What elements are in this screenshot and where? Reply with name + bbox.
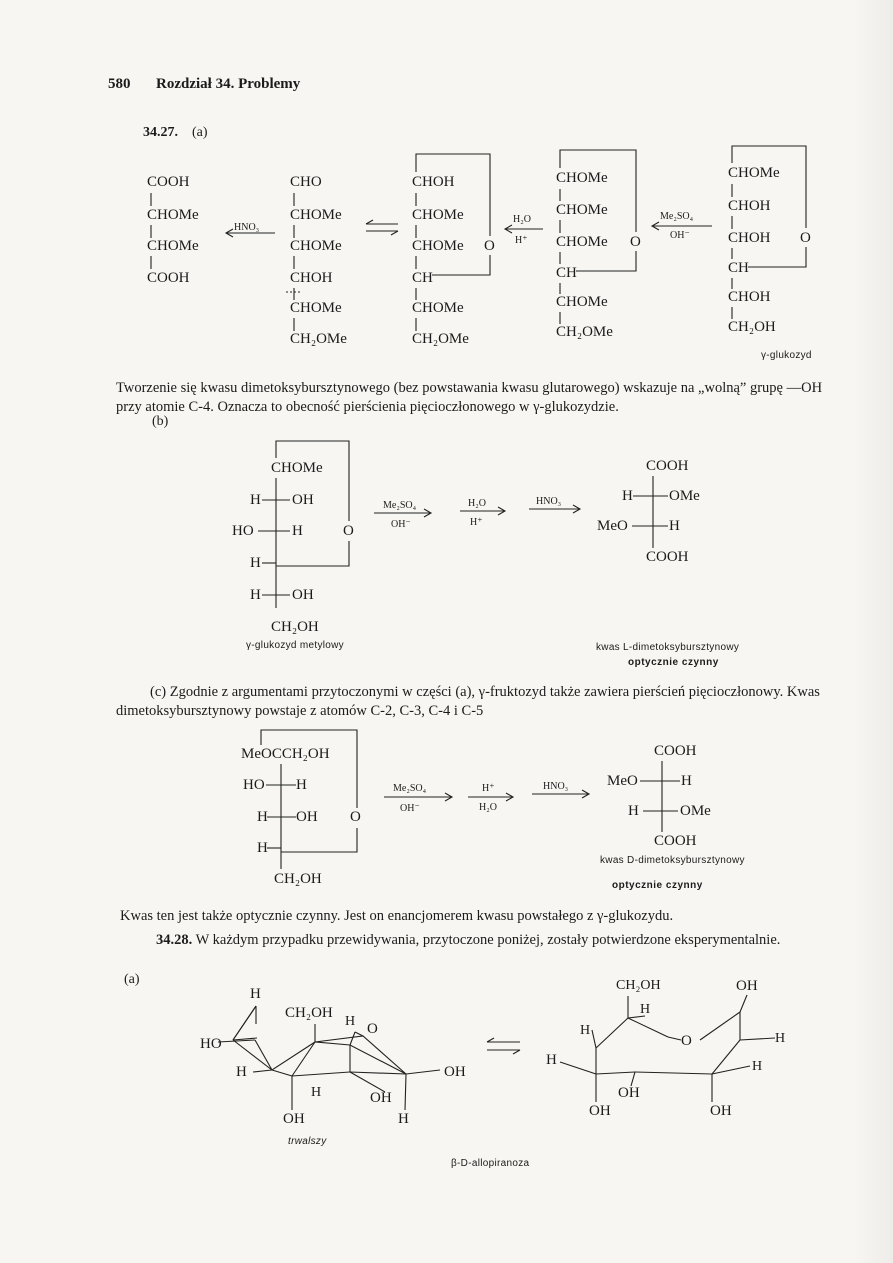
chapter-title: Rozdział 34. Problemy [156, 76, 301, 92]
atom-label: CHOH [728, 289, 771, 305]
reagent-hplus: H⁺ [470, 517, 483, 528]
atom-label: CH [412, 270, 433, 286]
ring-oxygen: O [630, 234, 641, 250]
part-a-label-28: (a) [124, 972, 140, 987]
atom-label: MeO [607, 773, 638, 789]
page-number: 580 [108, 76, 131, 92]
atom-label: CHOH [412, 174, 455, 190]
reagent-ohminus: OH⁻ [391, 519, 411, 530]
problem-27-label: 34.27. [143, 125, 178, 140]
atom-label: CH₂OH [271, 619, 319, 635]
atom-label: OH [710, 1103, 732, 1119]
atom-label: OH [283, 1111, 305, 1127]
atom-label: H [580, 1023, 591, 1038]
atom-label: COOH [654, 833, 697, 849]
atom-label: CHO [290, 174, 322, 190]
atom-label: OH [589, 1103, 611, 1119]
reagent-h2o: H₂O [468, 498, 486, 509]
reagent-ohminus: OH⁻ [400, 803, 420, 814]
atom-label: OH [296, 809, 318, 825]
atom-label: CHOMe [556, 170, 608, 186]
atom-label: CH₂OH [728, 319, 776, 335]
atom-label: H [546, 1052, 557, 1068]
atom-label: CHOMe [412, 207, 464, 223]
atom-label: H [292, 523, 303, 539]
allopyranose-caption: β-D-allopiranoza [451, 1158, 530, 1169]
ring-oxygen: O [800, 230, 811, 246]
paragraph-c: (c) Zgodnie z argumentami przytoczonymi w części (a), γ-fruktozyd także zawiera pierścień pięcioczłonowy. Kwas dimetoksybursztynowy powstaje z atomów C-2, C-3, C-4 i C-5 [116, 684, 820, 719]
atom-label: COOH [147, 174, 190, 190]
d-acid-caption: kwas D-dimetoksybursztynowy [600, 855, 745, 866]
atom-label: H [257, 840, 268, 856]
part-a-label: (a) [192, 125, 208, 140]
atom-label: H [250, 986, 261, 1002]
atom-label: HO [232, 523, 254, 539]
atom-label: OH [444, 1064, 466, 1080]
atom-label: CH₂OH [285, 1005, 333, 1021]
atom-label: COOH [147, 270, 190, 286]
reagent-me2so4: Me₂SO₄ [383, 500, 417, 511]
atom-label: CHOMe [728, 165, 780, 181]
problem-28-label: 34.28. [156, 932, 193, 948]
ring-oxygen: O [484, 238, 495, 254]
atom-label: MeO [597, 518, 628, 534]
atom-label: H [669, 518, 680, 534]
l-acid-caption: kwas L-dimetoksybursztynowy [596, 642, 740, 653]
atom-label: H [628, 803, 639, 819]
atom-label: CHOMe [290, 207, 342, 223]
atom-label: CHOMe [412, 238, 464, 254]
atom-label: H [311, 1085, 322, 1100]
atom-label: COOH [646, 458, 689, 474]
paragraph-a: Tworzenie się kwasu dimetoksybursztynowego (bez powstawania kwasu glutarowego) wskazuje na „wolną” grupę —OH przy atomie C-4. Oznacza to obecność pierścienia pięcioczłonowego w γ-glukozydzie. [116, 380, 823, 415]
atom-label: H [250, 555, 261, 571]
atom-label: OH [618, 1085, 640, 1101]
atom-label: CH [728, 260, 749, 276]
paragraph-final: Kwas ten jest także optycznie czynny. Jest on enancjomerem kwasu powstałego z γ-glukozydu. [120, 908, 674, 924]
atom-label: OH [370, 1090, 392, 1106]
atom-label: CHOMe [556, 294, 608, 310]
reagent-ohminus: OH⁻ [670, 230, 690, 241]
atom-label: HO [200, 1036, 222, 1052]
atom-label: H [250, 587, 261, 603]
atom-label: CH₂OH [274, 871, 322, 887]
part-b-label: (b) [152, 414, 169, 429]
atom-label: CHOMe [412, 300, 464, 316]
optically-active-caption: optycznie czynny [612, 880, 703, 891]
problem-28-body: W każdym przypadku przewidywania, przytoczone poniżej, zostały potwierdzone eksperymentalnie. [195, 932, 781, 948]
atom-label: OMe [680, 803, 711, 819]
atom-label: CHOMe [556, 202, 608, 218]
atom-label: H [752, 1059, 763, 1074]
atom-label: OH [292, 587, 314, 603]
reagent-me2so4: Me₂SO₄ [660, 211, 694, 222]
atom-label: H [681, 773, 692, 789]
reagent-hno3: HNO₃ [536, 496, 562, 507]
ring-oxygen: O [681, 1033, 692, 1049]
atom-label: CHOMe [147, 207, 199, 223]
atom-label: CH₂OMe [556, 324, 613, 340]
ring-oxygen: O [343, 523, 354, 539]
atom-label: COOH [654, 743, 697, 759]
atom-label: CHOMe [271, 460, 323, 476]
atom-label: CHOH [728, 230, 771, 246]
atom-label: CH₂OH [616, 978, 661, 993]
reagent-h2o: H₂O [479, 802, 497, 813]
reagent-hno3: HNO₃ [234, 222, 260, 233]
atom-label: CHOMe [556, 234, 608, 250]
optically-active-caption: optycznie czynny [628, 657, 719, 668]
reagent-hplus: H⁺ [515, 235, 528, 246]
atom-label: CH₂OMe [290, 331, 347, 347]
atom-label: OMe [669, 488, 700, 504]
atom-label: H [236, 1064, 247, 1080]
atom-label: COOH [646, 549, 689, 565]
atom-label: H [345, 1014, 356, 1029]
reagent-me2so4: Me₂SO₄ [393, 783, 427, 794]
atom-label: CHOMe [147, 238, 199, 254]
atom-label: OH [292, 492, 314, 508]
atom-label: CH [556, 265, 577, 281]
atom-label: CHOH [728, 198, 771, 214]
atom-label: CH₂OMe [412, 331, 469, 347]
atom-label: H [640, 1002, 651, 1017]
atom-label: H [622, 488, 633, 504]
atom-label: CHOH [290, 270, 333, 286]
atom-label: CHOMe [290, 300, 342, 316]
ring-oxygen: O [350, 809, 361, 825]
atom-label: HO [243, 777, 265, 793]
ring-oxygen: O [367, 1021, 378, 1037]
atom-label: OH [736, 978, 758, 994]
atom-label: CHOMe [290, 238, 342, 254]
gamma-glucoside-caption: γ-glukozyd [761, 350, 812, 361]
reagent-h2o: H₂O [513, 214, 531, 225]
more-stable-caption: trwalszy [288, 1136, 327, 1147]
methyl-glucoside-caption: γ-glukozyd metylowy [246, 640, 344, 651]
reagent-hplus: H⁺ [482, 783, 495, 794]
reagent-hno3: HNO₃ [543, 781, 569, 792]
atom-label: H [257, 809, 268, 825]
atom-label: H [398, 1111, 409, 1127]
atom-label: MeOCCH₂OH [241, 746, 330, 762]
atom-label: H [296, 777, 307, 793]
atom-label: H [250, 492, 261, 508]
atom-label: H [775, 1031, 786, 1046]
